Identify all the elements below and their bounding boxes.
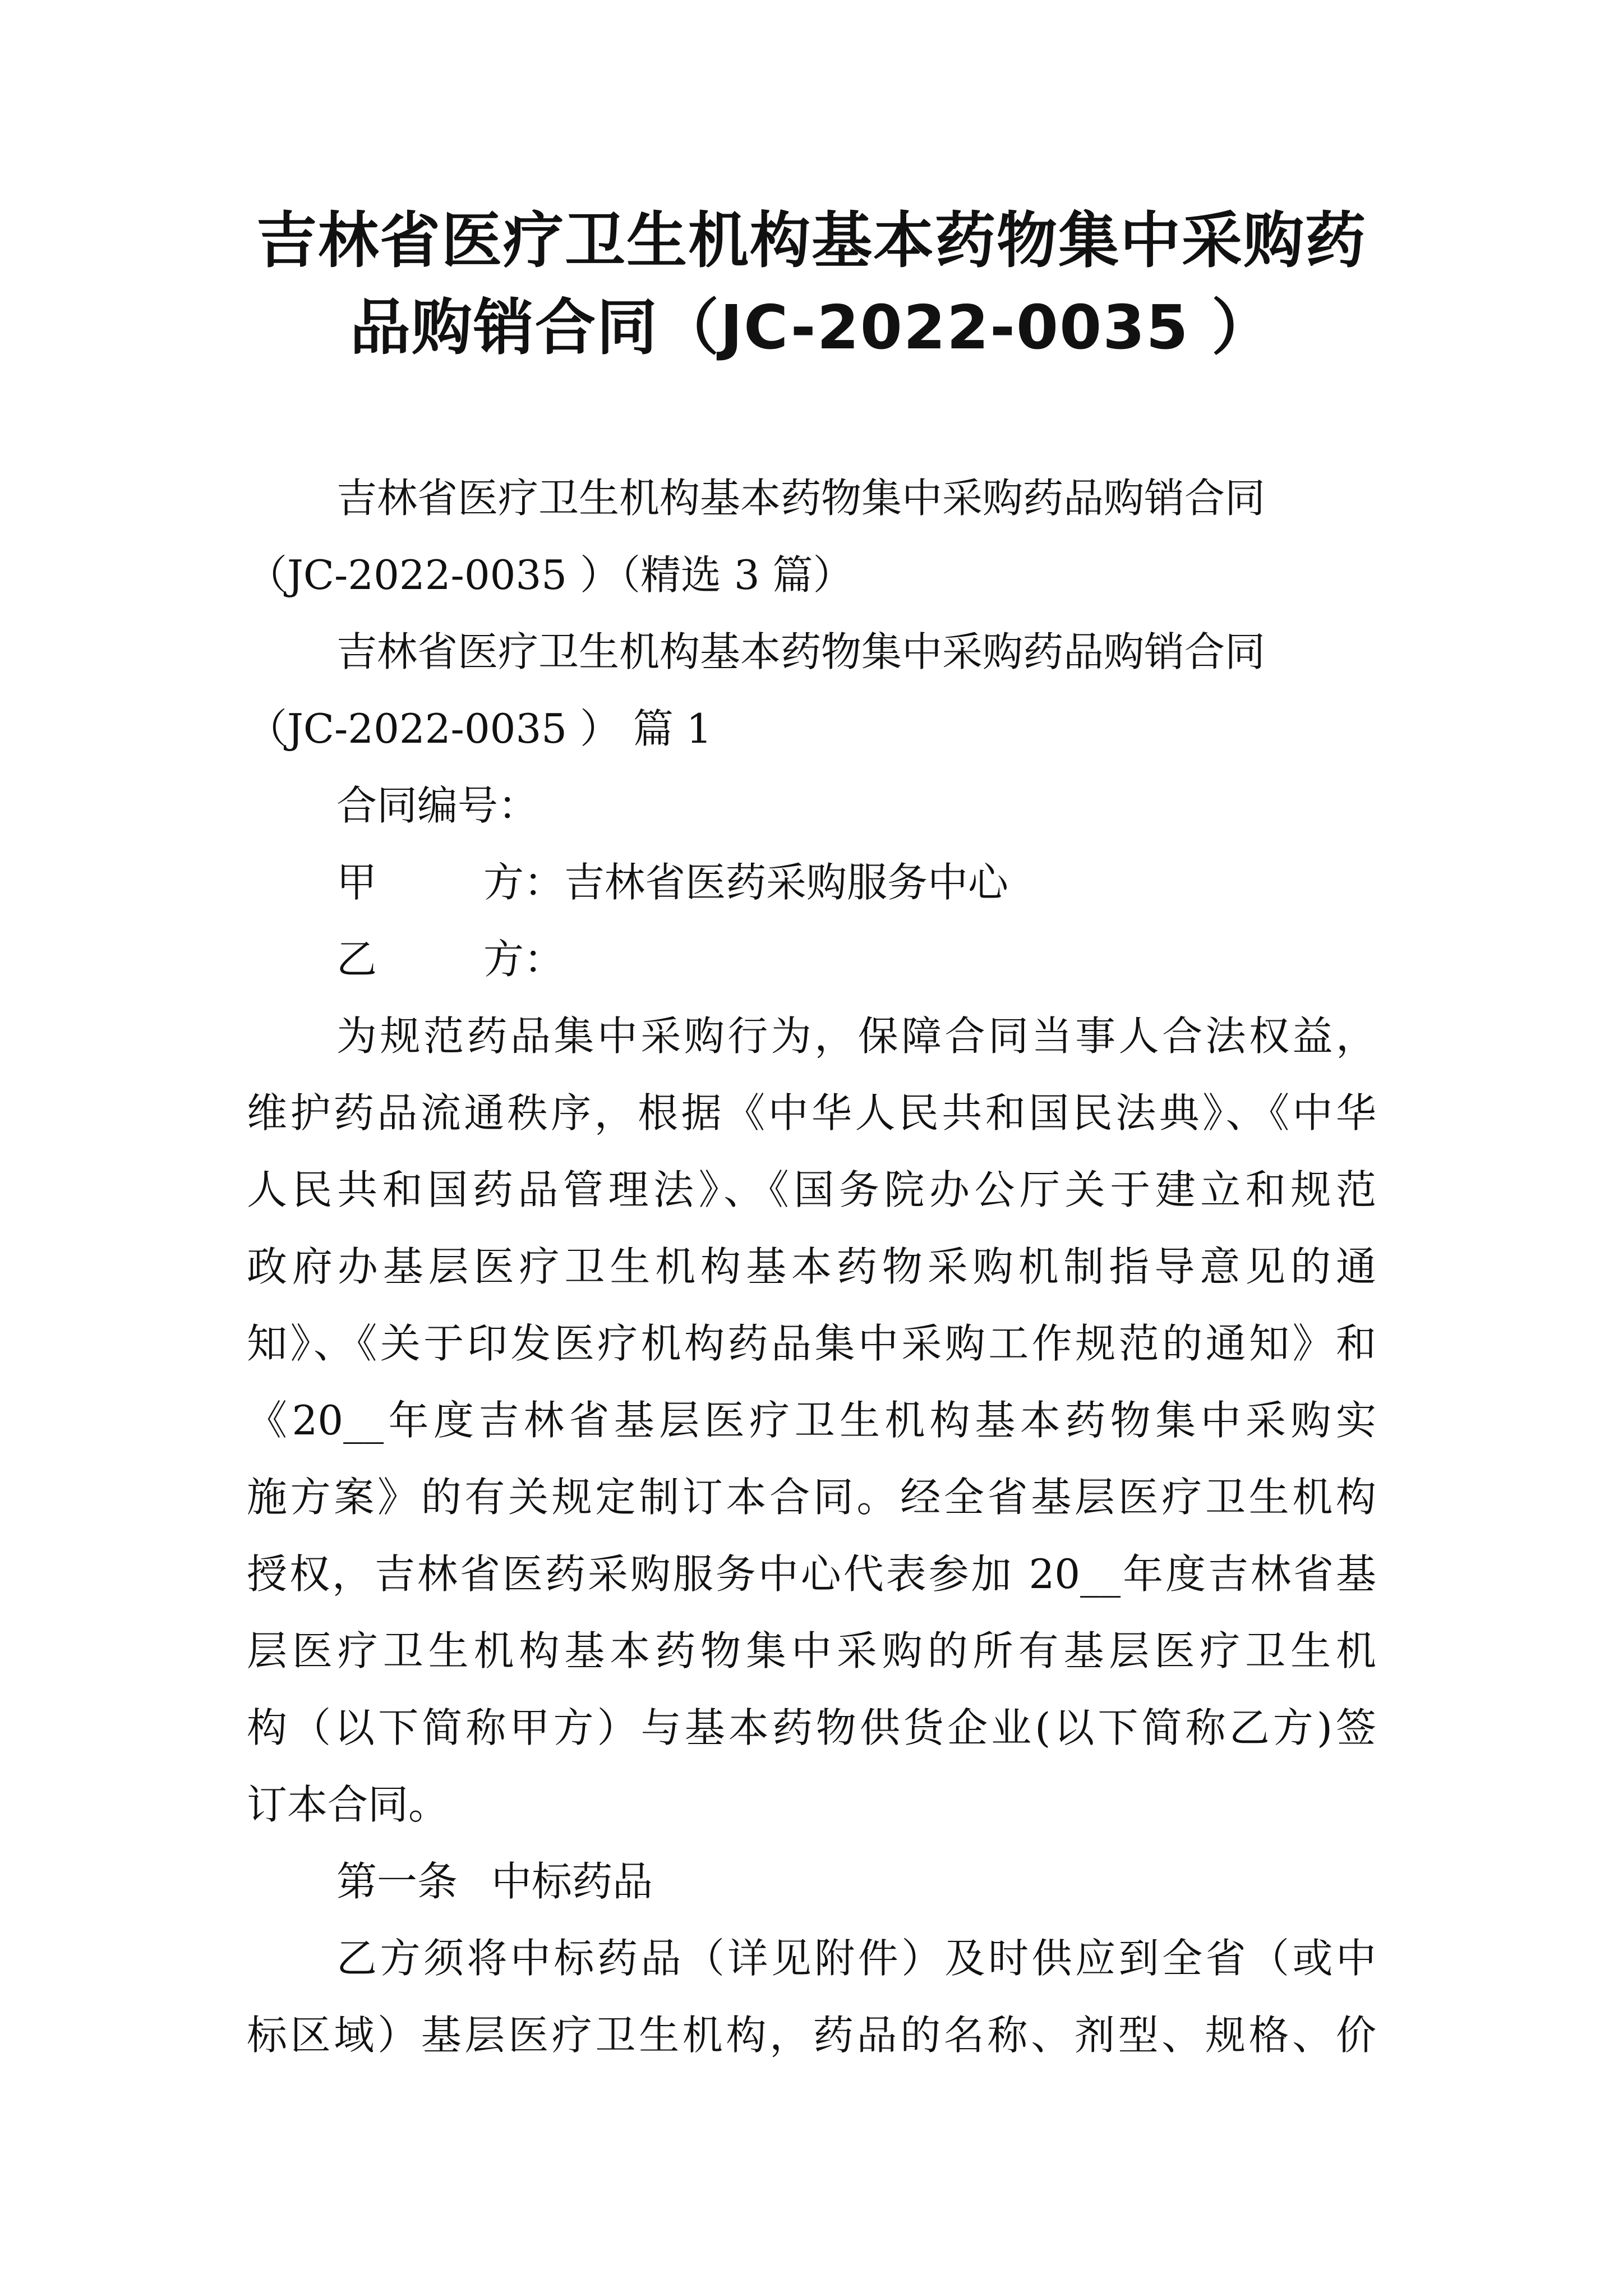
preamble-line-1: 为规范药品集中采购行为，保障合同当事人合法权益， [336,1013,1376,1060]
party-a-line [336,857,1008,908]
preamble-line-11: 订本合同。 [247,1781,449,1828]
preamble-line-6: 《20__年度吉林省基层医疗卫生机构基本药物集中采购实 [247,1397,1376,1444]
party-b-line [336,934,564,984]
article-1-heading [336,1856,653,1907]
intro-line-1: 吉林省医疗卫生机构基本药物集中采购药品购销合同 [336,475,1266,522]
document-title-line-1: 吉林省医疗卫生机构基本药物集中采购药 [256,206,1367,276]
party-a-label-char1: 甲 [336,859,377,906]
section-heading-line-1: 吉林省医疗卫生机构基本药物集中采购药品购销合同 [336,628,1266,675]
preamble-line-9: 层医疗卫生机构基本药物集中采购的所有基层医疗卫生机 [247,1627,1376,1674]
article-1-title: 中标药品 [491,1858,653,1905]
preamble-line-3: 人民共和国药品管理法》、《国务院办公厅关于建立和规范 [247,1166,1376,1213]
article-1-body-line-1: 乙方须将中标药品（详见附件）及时供应到全省（或中 [336,1935,1376,1982]
preamble-line-5: 知》、《关于印发医疗机构药品集中采购工作规范的通知》和 [247,1320,1376,1367]
party-a-value: 吉林省医药采购服务中心 [564,859,1009,906]
intro-line-2: （JC-2022-0035 ）（精选 3 篇） [247,551,854,599]
article-1-body-line-2: 标区域）基层医疗卫生机构，药品的名称、剂型、规格、价 [247,2012,1376,2059]
party-b-label-char1: 乙 [336,936,377,983]
preamble-line-8: 授权，吉林省医药采购服务中心代表参加 20__年度吉林省基 [247,1550,1376,1598]
party-b-label-char2: 方： [483,936,565,983]
section-heading-line-2: （JC-2022-0035 ） 篇 1 [247,705,712,752]
preamble-line-4: 政府办基层医疗卫生机构基本药物采购机制指导意见的通 [247,1243,1376,1290]
contract-number-label: 合同编号： [336,782,539,829]
preamble-line-7: 施方案》的有关规定制订本合同。经全省基层医疗卫生机构 [247,1474,1376,1521]
preamble-line-10: 构（以下简称甲方）与基本药物供货企业(以下简称乙方)签 [247,1704,1376,1751]
party-a-label-char2: 方： [483,859,565,906]
preamble-line-2: 维护药品流通秩序，根据《中华人民共和国民法典》、《中华 [247,1089,1376,1137]
article-1-number: 第一条 [336,1858,458,1905]
document-title-line-2: 品购销合同（JC-2022-0035 ） [349,293,1274,363]
